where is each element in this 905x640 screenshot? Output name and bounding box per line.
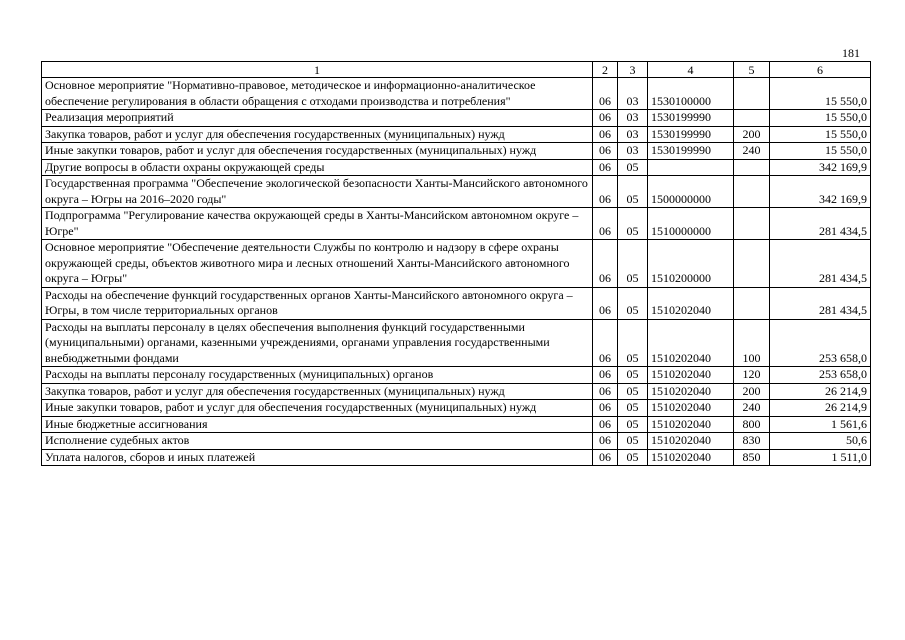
table-row [42,416,871,433]
row-amount: 26 214,9 [770,400,871,417]
row-csr-code: 1510202040 [648,400,734,417]
row-amount: 15 550,0 [770,143,871,160]
row-section: 06 [593,416,618,433]
table-row [42,400,871,417]
row-vr-code [734,110,770,127]
header-col-5: 5 [734,62,770,78]
row-amount: 342 169,9 [770,159,871,176]
row-name: Реализация мероприятий [42,110,593,127]
row-amount: 281 434,5 [770,240,871,288]
row-subsection: 05 [618,367,648,384]
row-section: 06 [593,110,618,127]
table-row [42,110,871,127]
row-amount: 281 434,5 [770,208,871,240]
row-name: Закупка товаров, работ и услуг для обеспечения государственных (муниципальных) нужд [42,126,593,143]
row-csr-code: 1510200000 [648,240,734,288]
row-section: 06 [593,433,618,450]
row-subsection: 05 [618,433,648,450]
row-vr-code: 800 [734,416,770,433]
row-vr-code: 240 [734,400,770,417]
row-vr-code: 850 [734,449,770,466]
row-section: 06 [593,208,618,240]
row-vr-code: 830 [734,433,770,450]
table-row [42,208,871,240]
row-name: Иные бюджетные ассигнования [42,416,593,433]
row-amount: 50,6 [770,433,871,450]
row-subsection: 03 [618,78,648,110]
table-row [42,78,871,110]
table-row [42,287,871,319]
row-subsection: 05 [618,383,648,400]
row-section: 06 [593,143,618,160]
header-col-6: 6 [770,62,871,78]
row-subsection: 05 [618,159,648,176]
header-row [42,62,871,78]
row-subsection: 05 [618,319,648,367]
row-csr-code: 1510000000 [648,208,734,240]
row-section: 06 [593,383,618,400]
row-subsection: 05 [618,176,648,208]
row-name: Основное мероприятие "Обеспечение деятельности Службы по контролю и надзору в сфере охраны окружающей среды, объектов животного мира и лесных отношений Ханты-Мансийского автономного округа – Югры" [42,240,593,288]
row-subsection: 05 [618,416,648,433]
row-vr-code [734,208,770,240]
row-vr-code: 200 [734,383,770,400]
row-amount: 26 214,9 [770,383,871,400]
row-amount: 281 434,5 [770,287,871,319]
row-csr-code: 1530199990 [648,143,734,160]
row-name: Подпрограмма "Регулирование качества окружающей среды в Ханты-Мансийском автономном округе – Югре" [42,208,593,240]
row-csr-code: 1530199990 [648,126,734,143]
row-amount: 253 658,0 [770,367,871,384]
row-csr-code [648,159,734,176]
table-row [42,449,871,466]
row-name: Исполнение судебных актов [42,433,593,450]
table-row [42,319,871,367]
row-name: Основное мероприятие "Нормативно-правовое, методическое и информационно-аналитическое обеспечение регулирования в области обращения с отходами производства и потребления" [42,78,593,110]
table-row [42,240,871,288]
page-number: 181 [842,46,860,60]
row-csr-code: 1530100000 [648,78,734,110]
table-row [42,143,871,160]
row-subsection: 05 [618,208,648,240]
row-subsection: 03 [618,126,648,143]
row-subsection: 05 [618,287,648,319]
budget-table [41,61,871,466]
table-row [42,367,871,384]
table-header [42,62,871,78]
row-vr-code: 100 [734,319,770,367]
row-csr-code: 1530199990 [648,110,734,127]
row-csr-code: 1510202040 [648,383,734,400]
row-csr-code: 1500000000 [648,176,734,208]
row-vr-code [734,159,770,176]
row-section: 06 [593,400,618,417]
row-vr-code: 240 [734,143,770,160]
row-vr-code: 120 [734,367,770,384]
row-subsection: 05 [618,240,648,288]
row-subsection: 03 [618,110,648,127]
row-amount: 15 550,0 [770,126,871,143]
row-vr-code [734,240,770,288]
header-col-4: 4 [648,62,734,78]
row-section: 06 [593,367,618,384]
row-subsection: 05 [618,400,648,417]
row-name: Иные закупки товаров, работ и услуг для обеспечения государственных (муниципальных) нужд [42,400,593,417]
row-section: 06 [593,319,618,367]
row-section: 06 [593,176,618,208]
row-name: Уплата налогов, сборов и иных платежей [42,449,593,466]
table-row [42,433,871,450]
row-csr-code: 1510202040 [648,416,734,433]
row-section: 06 [593,287,618,319]
row-amount: 15 550,0 [770,78,871,110]
row-subsection: 03 [618,143,648,160]
row-amount: 1 561,6 [770,416,871,433]
row-name: Закупка товаров, работ и услуг для обеспечения государственных (муниципальных) нужд [42,383,593,400]
table-row [42,126,871,143]
row-csr-code: 1510202040 [648,433,734,450]
row-amount: 253 658,0 [770,319,871,367]
row-section: 06 [593,449,618,466]
row-section: 06 [593,240,618,288]
row-vr-code [734,176,770,208]
row-vr-code: 200 [734,126,770,143]
row-amount: 1 511,0 [770,449,871,466]
row-csr-code: 1510202040 [648,319,734,367]
row-section: 06 [593,126,618,143]
row-name: Другие вопросы в области охраны окружающей среды [42,159,593,176]
table-row [42,383,871,400]
row-name: Расходы на обеспечение функций государственных органов Ханты-Мансийского автономного округа – Югры, в том числе территориальных органов [42,287,593,319]
row-section: 06 [593,159,618,176]
row-name: Государственная программа "Обеспечение экологической безопасности Ханты-Мансийского автономного округа – Югры на 2016–2020 годы" [42,176,593,208]
header-col-3: 3 [618,62,648,78]
row-name: Расходы на выплаты персоналу в целях обеспечения выполнения функций государственными (муниципальными) органами, казенными учреждениями, органами управления государственными внебюджетными фондами [42,319,593,367]
row-subsection: 05 [618,449,648,466]
row-section: 06 [593,78,618,110]
table-body [42,78,871,466]
row-vr-code [734,287,770,319]
row-csr-code: 1510202040 [648,367,734,384]
row-amount: 342 169,9 [770,176,871,208]
table-row [42,159,871,176]
header-col-2: 2 [593,62,618,78]
row-vr-code [734,78,770,110]
row-csr-code: 1510202040 [648,287,734,319]
row-csr-code: 1510202040 [648,449,734,466]
row-name: Расходы на выплаты персоналу государственных (муниципальных) органов [42,367,593,384]
row-amount: 15 550,0 [770,110,871,127]
table-row [42,176,871,208]
header-col-1: 1 [42,62,593,78]
row-name: Иные закупки товаров, работ и услуг для обеспечения государственных (муниципальных) нужд [42,143,593,160]
